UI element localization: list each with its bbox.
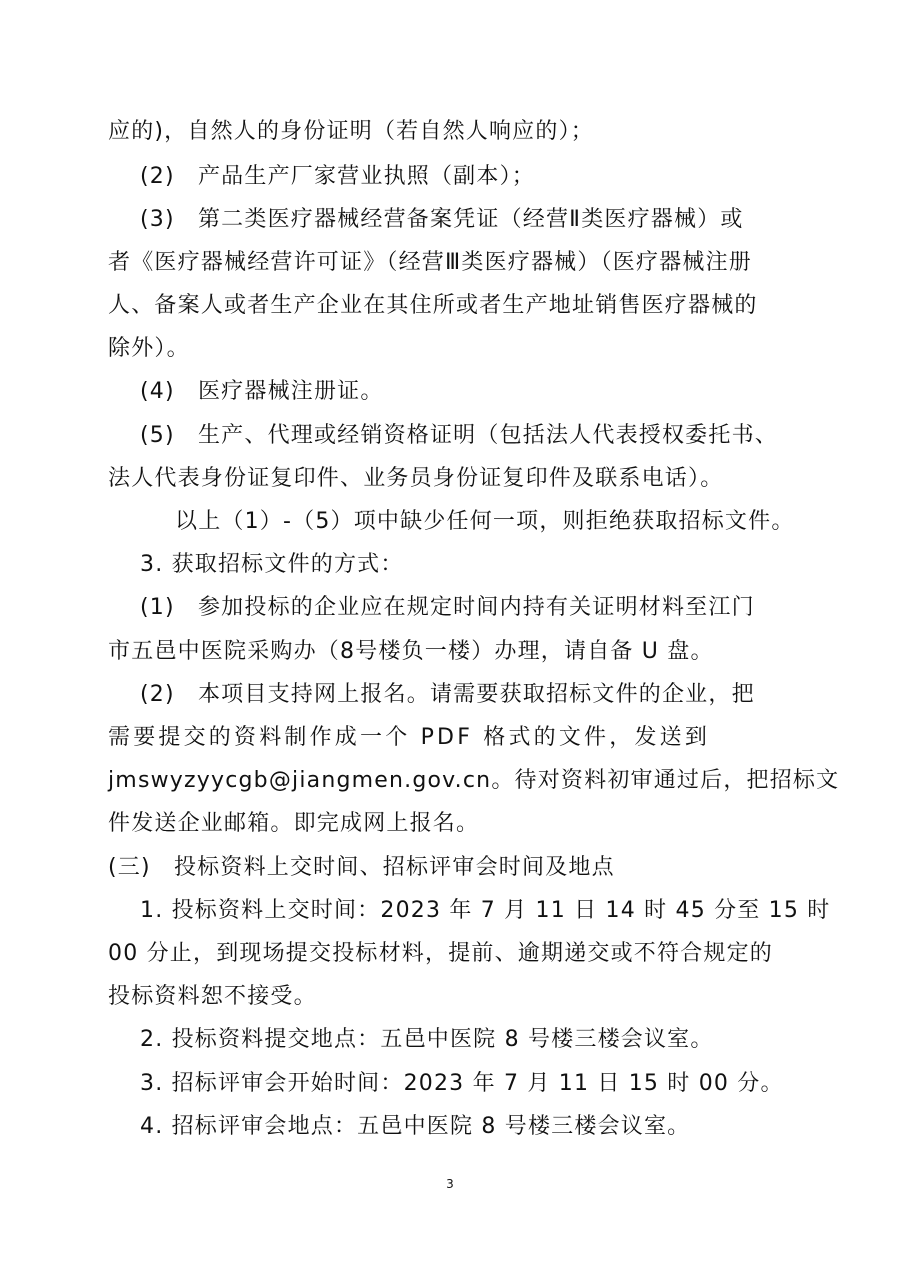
text-line: 法人代表身份证复印件、业务员身份证复印件及联系电话）。	[108, 466, 724, 491]
text-line: (3) 第二类医疗器械经营备案凭证（经营Ⅱ类医疗器械）或	[140, 207, 744, 232]
text-line: 件发送企业邮箱。即完成网上报名。	[108, 811, 480, 836]
text-line: 1. 投标资料上交时间：2023 年 7 月 11 日 14 时 45 分至 15 时	[140, 898, 831, 923]
section-heading: (三) 投标资料上交时间、招标评审会时间及地点	[108, 855, 615, 880]
text-line: 4. 招标评审会地点：五邑中医院 8 号楼三楼会议室。	[140, 1114, 691, 1139]
page-number: 3	[446, 1177, 454, 1191]
text-line: 投标资料恕不接受。	[108, 984, 317, 1009]
text-line: 应的)，自然人的身份证明（若自然人响应的）；	[108, 119, 594, 144]
text-line: (1) 参加投标的企业应在规定时间内持有关证明材料至江门	[140, 595, 755, 620]
text-line: 00 分止，到现场提交投标材料，提前、逾期递交或不符合规定的	[108, 941, 773, 966]
text-line: jmswyzyycgb@jiangmen.gov.cn。待对资料初审通过后，把招标文	[108, 768, 840, 793]
text-line: (2) 本项目支持网上报名。请需要获取招标文件的企业，把	[140, 682, 755, 707]
text-line: 者《医疗器械经营许可证》（经营Ⅲ类医疗器械）（医疗器械注册	[108, 250, 752, 275]
text-line: (2) 产品生产厂家营业执照（副本）；	[140, 164, 535, 189]
text-line: 以上（1）-（5）项中缺少任何一项，则拒绝获取招标文件。	[175, 509, 795, 534]
text-line: 需要提交的资料制作成一个 PDF 格式的文件，发送到	[108, 725, 711, 750]
text-line: (5) 生产、代理或经销资格证明（包括法人代表授权委托书、	[140, 423, 778, 448]
text-line: 2. 投标资料提交地点：五邑中医院 8 号楼三楼会议室。	[140, 1027, 714, 1052]
text-line: (4) 医疗器械注册证。	[140, 379, 384, 404]
text-line: 3. 招标评审会开始时间：2023 年 7 月 11 日 15 时 00 分。	[140, 1071, 784, 1096]
text-line: 除外）。	[108, 336, 190, 361]
text-line: 市五邑中医院采购办（8号楼负一楼）办理，请自备 U 盘。	[108, 639, 714, 664]
text-line: 人、备案人或者生产企业在其住所或者生产地址销售医疗器械的	[108, 293, 758, 318]
text-line: 3. 获取招标文件的方式：	[140, 552, 404, 577]
